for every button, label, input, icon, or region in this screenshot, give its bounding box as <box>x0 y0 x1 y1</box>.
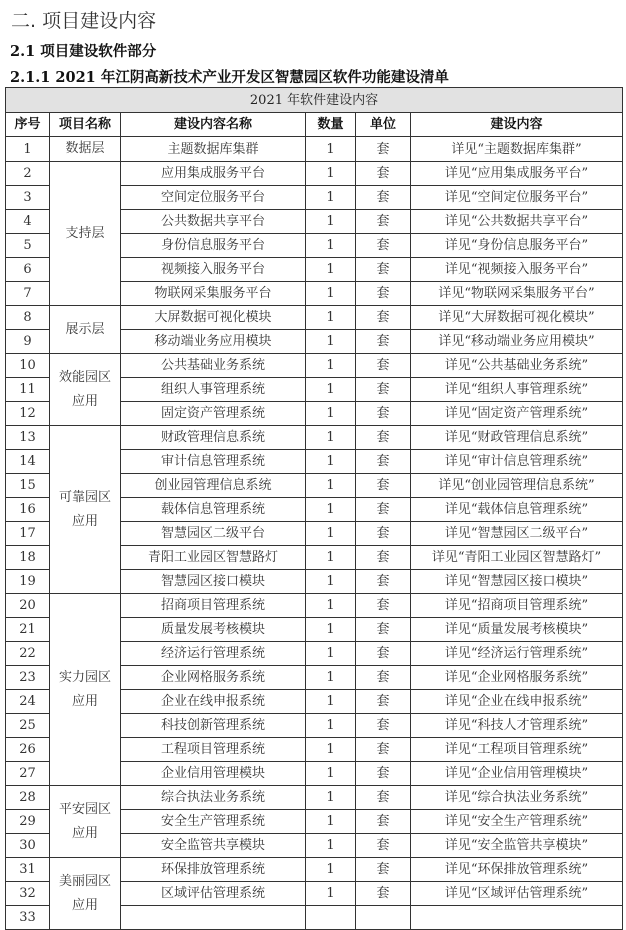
row-number: 18 <box>6 546 50 570</box>
content: 详见“智慧园区二级平台” <box>411 522 623 546</box>
content: 详见“身份信息服务平台” <box>411 234 623 258</box>
item-name: 安全监管共享模块 <box>121 834 306 858</box>
content: 详见“移动端业务应用模块” <box>411 330 623 354</box>
table-body <box>6 137 623 930</box>
row-number: 3 <box>6 186 50 210</box>
unit: 套 <box>356 570 411 594</box>
quantity: 1 <box>306 234 356 258</box>
content: 详见“企业在线申报系统” <box>411 690 623 714</box>
unit: 套 <box>356 858 411 882</box>
item-name: 空间定位服务平台 <box>121 186 306 210</box>
unit: 套 <box>356 137 411 162</box>
content: 详见“青阳工业园区智慧路灯” <box>411 546 623 570</box>
item-name: 安全生产管理系统 <box>121 810 306 834</box>
content: 详见“安全监管共享模块” <box>411 834 623 858</box>
unit: 套 <box>356 618 411 642</box>
subsection-heading: 2.1 项目建设软件部分 <box>10 43 157 60</box>
item-name: 智慧园区二级平台 <box>121 522 306 546</box>
row-number: 30 <box>6 834 50 858</box>
item-name: 组织人事管理系统 <box>121 378 306 402</box>
row-number: 23 <box>6 666 50 690</box>
unit: 套 <box>356 546 411 570</box>
row-number: 24 <box>6 690 50 714</box>
content: 详见“招商项目管理系统” <box>411 594 623 618</box>
unit: 套 <box>356 402 411 426</box>
item-name: 企业信用管理模块 <box>121 762 306 786</box>
quantity: 1 <box>306 137 356 162</box>
row-number: 15 <box>6 474 50 498</box>
quantity: 1 <box>306 570 356 594</box>
item-name: 企业在线申报系统 <box>121 690 306 714</box>
content: 详见“固定资产管理系统” <box>411 402 623 426</box>
row-number: 2 <box>6 162 50 186</box>
unit: 套 <box>356 210 411 234</box>
project-name: 实力园区 应用 <box>50 594 121 786</box>
quantity: 1 <box>306 738 356 762</box>
unit: 套 <box>356 642 411 666</box>
quantity: 1 <box>306 690 356 714</box>
content: 详见“空间定位服务平台” <box>411 186 623 210</box>
row-number: 32 <box>6 882 50 906</box>
table-header-row <box>6 113 623 137</box>
project-name: 美丽园区 应用 <box>50 858 121 930</box>
quantity: 1 <box>306 858 356 882</box>
row-number: 7 <box>6 282 50 306</box>
software-construction-table <box>5 87 623 930</box>
item-name: 财政管理信息系统 <box>121 426 306 450</box>
row-number: 29 <box>6 810 50 834</box>
content: 详见“物联网采集服务平台” <box>411 282 623 306</box>
row-number: 16 <box>6 498 50 522</box>
quantity: 1 <box>306 522 356 546</box>
content: 详见“创业园管理信息系统” <box>411 474 623 498</box>
unit: 套 <box>356 738 411 762</box>
row-number: 31 <box>6 858 50 882</box>
quantity: 1 <box>306 402 356 426</box>
content: 详见“环保排放管理系统” <box>411 858 623 882</box>
quantity: 1 <box>306 594 356 618</box>
quantity: 1 <box>306 378 356 402</box>
content: 详见“财政管理信息系统” <box>411 426 623 450</box>
row-number: 20 <box>6 594 50 618</box>
table-row <box>6 594 623 618</box>
item-name: 区域评估管理系统 <box>121 882 306 906</box>
quantity: 1 <box>306 762 356 786</box>
unit: 套 <box>356 450 411 474</box>
quantity: 1 <box>306 282 356 306</box>
row-number: 33 <box>6 906 50 930</box>
item-name: 智慧园区接口模块 <box>121 570 306 594</box>
col-header-project: 项目名称 <box>50 113 121 137</box>
unit: 套 <box>356 762 411 786</box>
item-name: 身份信息服务平台 <box>121 234 306 258</box>
project-name: 支持层 <box>50 162 121 306</box>
item-name: 视频接入服务平台 <box>121 258 306 282</box>
row-number: 28 <box>6 786 50 810</box>
row-number: 22 <box>6 642 50 666</box>
item-name: 移动端业务应用模块 <box>121 330 306 354</box>
content: 详见“大屏数据可视化模块” <box>411 306 623 330</box>
row-number: 9 <box>6 330 50 354</box>
table-row <box>6 786 623 810</box>
item-name: 公共基础业务系统 <box>121 354 306 378</box>
unit: 套 <box>356 354 411 378</box>
table-row <box>6 162 623 186</box>
quantity: 1 <box>306 498 356 522</box>
row-number: 10 <box>6 354 50 378</box>
quantity: 1 <box>306 618 356 642</box>
unit: 套 <box>356 330 411 354</box>
row-number: 11 <box>6 378 50 402</box>
content: 详见“应用集成服务平台” <box>411 162 623 186</box>
unit: 套 <box>356 306 411 330</box>
content: 详见“安全生产管理系统” <box>411 810 623 834</box>
item-name <box>121 906 306 930</box>
table-row <box>6 306 623 330</box>
table-row <box>6 354 623 378</box>
row-number: 12 <box>6 402 50 426</box>
content: 详见“经济运行管理系统” <box>411 642 623 666</box>
item-name: 青阳工业园区智慧路灯 <box>121 546 306 570</box>
item-name: 主题数据库集群 <box>121 137 306 162</box>
col-header-no: 序号 <box>6 113 50 137</box>
content: 详见“工程项目管理系统” <box>411 738 623 762</box>
item-name: 综合执法业务系统 <box>121 786 306 810</box>
unit: 套 <box>356 522 411 546</box>
content: 详见“区域评估管理系统” <box>411 882 623 906</box>
content <box>411 906 623 930</box>
unit: 套 <box>356 666 411 690</box>
unit: 套 <box>356 594 411 618</box>
row-number: 1 <box>6 137 50 162</box>
quantity: 1 <box>306 426 356 450</box>
row-number: 26 <box>6 738 50 762</box>
unit: 套 <box>356 282 411 306</box>
unit: 套 <box>356 786 411 810</box>
item-name: 固定资产管理系统 <box>121 402 306 426</box>
content: 详见“视频接入服务平台” <box>411 258 623 282</box>
item-name: 应用集成服务平台 <box>121 162 306 186</box>
quantity: 1 <box>306 786 356 810</box>
item-name: 创业园管理信息系统 <box>121 474 306 498</box>
quantity: 1 <box>306 330 356 354</box>
item-name: 企业网格服务系统 <box>121 666 306 690</box>
item-name: 物联网采集服务平台 <box>121 282 306 306</box>
content: 详见“审计信息管理系统” <box>411 450 623 474</box>
unit: 套 <box>356 498 411 522</box>
item-name: 环保排放管理系统 <box>121 858 306 882</box>
row-number: 21 <box>6 618 50 642</box>
item-name: 大屏数据可视化模块 <box>121 306 306 330</box>
unit: 套 <box>356 714 411 738</box>
content: 详见“组织人事管理系统” <box>411 378 623 402</box>
unit: 套 <box>356 258 411 282</box>
col-header-unit: 单位 <box>356 113 411 137</box>
content: 详见“企业网格服务系统” <box>411 666 623 690</box>
row-number: 5 <box>6 234 50 258</box>
unit: 套 <box>356 690 411 714</box>
quantity: 1 <box>306 186 356 210</box>
project-name: 效能园区 应用 <box>50 354 121 426</box>
quantity: 1 <box>306 162 356 186</box>
unit: 套 <box>356 186 411 210</box>
project-name: 展示层 <box>50 306 121 354</box>
item-name: 经济运行管理系统 <box>121 642 306 666</box>
col-header-qty: 数量 <box>306 113 356 137</box>
item-name: 载体信息管理系统 <box>121 498 306 522</box>
item-name: 质量发展考核模块 <box>121 618 306 642</box>
content: 详见“企业信用管理模块” <box>411 762 623 786</box>
content: 详见“科技人才管理系统” <box>411 714 623 738</box>
quantity: 1 <box>306 474 356 498</box>
quantity: 1 <box>306 642 356 666</box>
content: 详见“公共基础业务系统” <box>411 354 623 378</box>
row-number: 27 <box>6 762 50 786</box>
section-heading: 二. 项目建设内容 <box>11 10 157 32</box>
unit: 套 <box>356 834 411 858</box>
subsubsection-heading: 2.1.1 2021 年江阴高新技术产业开发区智慧园区软件功能建设清单 <box>10 69 449 86</box>
quantity: 1 <box>306 714 356 738</box>
content: 详见“主题数据库集群” <box>411 137 623 162</box>
unit: 套 <box>356 426 411 450</box>
item-name: 招商项目管理系统 <box>121 594 306 618</box>
quantity: 1 <box>306 258 356 282</box>
quantity: 1 <box>306 450 356 474</box>
unit: 套 <box>356 162 411 186</box>
unit: 套 <box>356 378 411 402</box>
unit: 套 <box>356 234 411 258</box>
row-number: 17 <box>6 522 50 546</box>
col-header-item: 建设内容名称 <box>121 113 306 137</box>
quantity: 1 <box>306 834 356 858</box>
quantity: 1 <box>306 810 356 834</box>
content: 详见“公共数据共享平台” <box>411 210 623 234</box>
item-name: 工程项目管理系统 <box>121 738 306 762</box>
unit: 套 <box>356 474 411 498</box>
col-header-content: 建设内容 <box>411 113 623 137</box>
content: 详见“质量发展考核模块” <box>411 618 623 642</box>
row-number: 6 <box>6 258 50 282</box>
content: 详见“载体信息管理系统” <box>411 498 623 522</box>
content: 详见“智慧园区接口模块” <box>411 570 623 594</box>
quantity: 1 <box>306 546 356 570</box>
unit: 套 <box>356 882 411 906</box>
table-title: 2021 年软件建设内容 <box>6 88 623 113</box>
quantity <box>306 906 356 930</box>
project-name: 数据层 <box>50 137 121 162</box>
project-name: 平安园区 应用 <box>50 786 121 858</box>
item-name: 科技创新管理系统 <box>121 714 306 738</box>
row-number: 8 <box>6 306 50 330</box>
content: 详见“综合执法业务系统” <box>411 786 623 810</box>
quantity: 1 <box>306 306 356 330</box>
row-number: 25 <box>6 714 50 738</box>
item-name: 公共数据共享平台 <box>121 210 306 234</box>
row-number: 19 <box>6 570 50 594</box>
row-number: 13 <box>6 426 50 450</box>
row-number: 14 <box>6 450 50 474</box>
table-row <box>6 858 623 882</box>
table-row <box>6 426 623 450</box>
table-row <box>6 137 623 162</box>
unit <box>356 906 411 930</box>
unit: 套 <box>356 810 411 834</box>
quantity: 1 <box>306 666 356 690</box>
quantity: 1 <box>306 210 356 234</box>
row-number: 4 <box>6 210 50 234</box>
quantity: 1 <box>306 882 356 906</box>
project-name: 可靠园区 应用 <box>50 426 121 594</box>
item-name: 审计信息管理系统 <box>121 450 306 474</box>
quantity: 1 <box>306 354 356 378</box>
